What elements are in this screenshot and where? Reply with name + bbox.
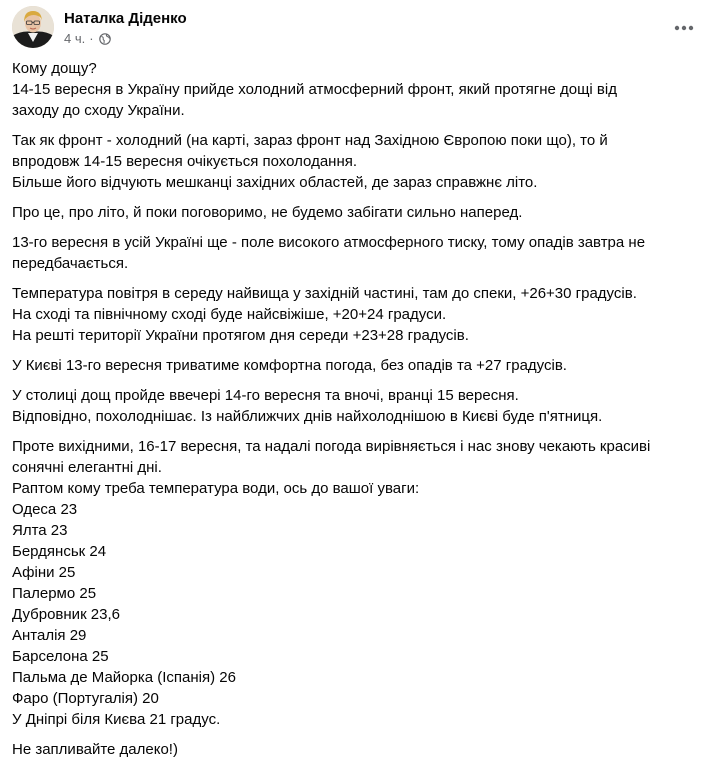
post-text-line: сонячні елегантні дні. [12, 459, 162, 476]
post-text-line: Кому дощу? [12, 60, 97, 77]
post-text-line: У Дніпрі біля Києва 21 градус. [12, 711, 221, 728]
post-body [12, 58, 692, 769]
post-text-line: Проте вихідними, 16-17 вересня, та надалі погода вирівняється і нас знову чекають красиві [12, 438, 651, 455]
post-text-line: Так як фронт - холодний (на карті, зараз фронт над Західною Європою поки що), то й [12, 132, 608, 149]
post-text-line: На решті території України протягом дня середи +23+28 градусів. [12, 327, 469, 344]
post-text-line: Бердянськ 24 [12, 543, 107, 560]
post-text-line: Анталія 29 [12, 627, 87, 644]
post-text-line: Відповідно, похолоднішає. Із найближчих днів найхолоднішою в Києві буде п'ятниця. [12, 408, 603, 425]
post-paragraph [12, 58, 692, 121]
post-paragraph [12, 232, 692, 274]
post-paragraph [12, 202, 692, 223]
post-text-line: передбачається. [12, 255, 129, 272]
post-meta [64, 31, 111, 47]
more-options-icon[interactable] [672, 18, 696, 38]
post-paragraph [12, 283, 692, 346]
post-paragraph [12, 739, 692, 760]
post-text-line: Температура повітря в середу найвища у західній частині, там до спеки, +26+30 градусів. [12, 285, 637, 302]
post-text-line: 13-го вересня в усій Україні ще - поле високого атмосферного тиску, тому опадів завтра не [12, 234, 646, 251]
author-avatar[interactable] [12, 6, 54, 48]
post-text-line: впродовж 14-15 вересня очікується похолодання. [12, 153, 358, 170]
post-text-line: Одеса 23 [12, 501, 78, 518]
globe-icon[interactable] [99, 33, 111, 45]
post-text-line: У Києві 13-го вересня триватиме комфортна погода, без опадів та +27 градусів. [12, 357, 567, 374]
avatar-image [12, 6, 54, 48]
post-text-line: Раптом кому треба температура води, ось до вашої уваги: [12, 480, 420, 497]
post-paragraph [12, 385, 692, 427]
post-text-line: Ялта 23 [12, 522, 68, 539]
post-text-line: заходу до сходу України. [12, 102, 185, 119]
post-text-line: Палермо 25 [12, 585, 97, 602]
post-text-line: Пальма де Майорка (Іспанія) 26 [12, 669, 236, 686]
post-text-line: Про це, про літо, й поки поговоримо, не будемо забігати сильно наперед. [12, 204, 523, 221]
post-timestamp[interactable]: 4 ч. [64, 31, 86, 46]
post-text-line: Не запливайте далеко!) [12, 741, 178, 758]
author-name[interactable]: Наталка Діденко [64, 10, 187, 27]
post-text-line: На сході та північному сході буде найсвіжіше, +20+24 градуси. [12, 306, 447, 323]
post-paragraph [12, 436, 692, 730]
post-text-line: Барселона 25 [12, 648, 109, 665]
post-text-line: Афіни 25 [12, 564, 76, 581]
post-paragraph [12, 130, 692, 193]
post-text-line: У столиці дощ пройде ввечері 14-го вересня та вночі, вранці 15 вересня. [12, 387, 519, 404]
post-text-line: Фаро (Португалія) 20 [12, 690, 159, 707]
post-header [12, 6, 700, 52]
meta-separator: · [89, 31, 94, 46]
post-text-line: Дубровник 23,6 [12, 606, 120, 623]
post-paragraph [12, 355, 692, 376]
post-text-line: Більше його відчують мешканці західних областей, де зараз справжнє літо. [12, 174, 538, 191]
post-text-line: 14-15 вересня в Україну прийде холодний атмосферний фронт, який протягне дощі від [12, 81, 617, 98]
